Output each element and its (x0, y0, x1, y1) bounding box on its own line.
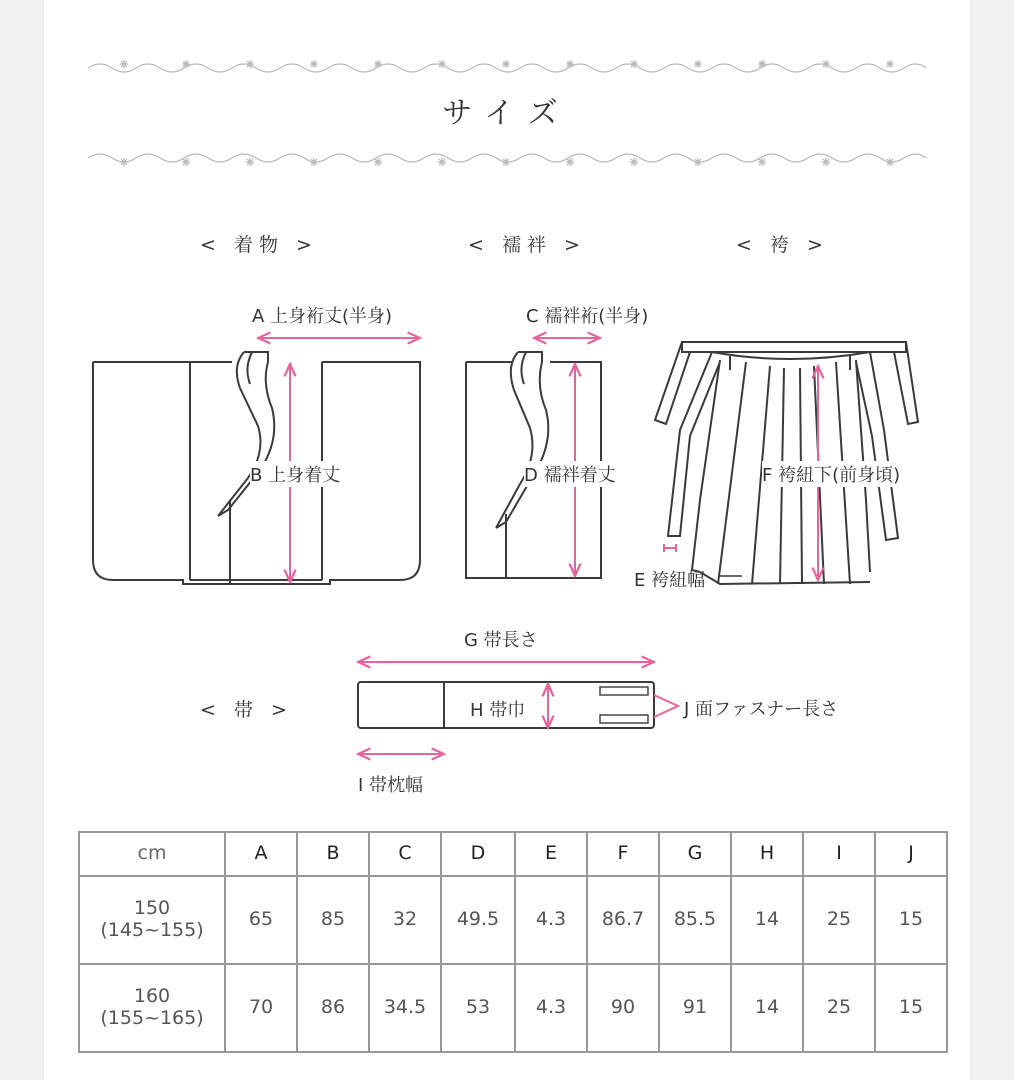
size-range: (155~165) (100, 1007, 204, 1029)
ornament-divider-bottom (88, 154, 926, 166)
label-a: A 上身裄丈(半身) (252, 306, 393, 327)
label-h: H 帯巾 (470, 700, 526, 721)
arrow-j (654, 695, 678, 717)
value-cell: 14 (731, 876, 803, 964)
value-cell: 25 (803, 876, 875, 964)
label-b: B 上身着丈 (250, 461, 340, 487)
size-range: (145~155) (100, 919, 204, 941)
arrow-e (664, 544, 676, 552)
page-title: サイズ (442, 96, 572, 131)
size-value: 150 (133, 897, 171, 920)
value-cell: 85.5 (659, 876, 731, 964)
value-cell: 65 (225, 876, 297, 964)
col-header: C (369, 832, 441, 876)
ornament-divider-top (88, 60, 926, 72)
label-d: D 襦袢着丈 (524, 461, 616, 487)
label-g: G 帯長さ (464, 630, 538, 651)
value-cell: 4.3 (515, 964, 587, 1052)
col-header: F (587, 832, 659, 876)
unit-header: cm (79, 832, 225, 876)
col-header: H (731, 832, 803, 876)
label-i: I 帯枕幅 (358, 775, 424, 796)
section-juban: < 襦袢 > (468, 234, 586, 256)
value-cell: 70 (225, 964, 297, 1052)
value-cell: 49.5 (441, 876, 515, 964)
value-cell: 15 (875, 964, 947, 1052)
value-cell: 34.5 (369, 964, 441, 1052)
section-hakama: < 袴 > (736, 234, 829, 256)
value-cell: 86 (297, 964, 369, 1052)
label-f: F 袴紐下(前身頃) (762, 461, 900, 487)
col-header: D (441, 832, 515, 876)
label-c: C 襦袢裄(半身) (526, 306, 649, 327)
section-kimono: < 着物 > (200, 234, 318, 256)
col-header: B (297, 832, 369, 876)
value-cell: 90 (587, 964, 659, 1052)
size-cell (79, 876, 225, 964)
value-cell: 25 (803, 964, 875, 1052)
label-j: J 面ファスナー長さ (684, 699, 839, 720)
table-header-row (79, 832, 947, 876)
size-cell (79, 964, 225, 1052)
value-cell: 53 (441, 964, 515, 1052)
col-header: G (659, 832, 731, 876)
table-row (79, 964, 947, 1052)
size-value: 160 (133, 985, 171, 1008)
col-header: E (515, 832, 587, 876)
size-table (78, 831, 948, 1053)
label-e: E 袴紐幅 (634, 570, 706, 591)
value-cell: 4.3 (515, 876, 587, 964)
col-header: I (803, 832, 875, 876)
measure-arrows (258, 338, 818, 754)
value-cell: 32 (369, 876, 441, 964)
value-cell: 15 (875, 876, 947, 964)
table-row (79, 876, 947, 964)
value-cell: 91 (659, 964, 731, 1052)
value-cell: 86.7 (587, 876, 659, 964)
col-header: A (225, 832, 297, 876)
section-obi: < 帯 > (200, 699, 293, 721)
col-header: J (875, 832, 947, 876)
value-cell: 14 (731, 964, 803, 1052)
value-cell: 85 (297, 876, 369, 964)
